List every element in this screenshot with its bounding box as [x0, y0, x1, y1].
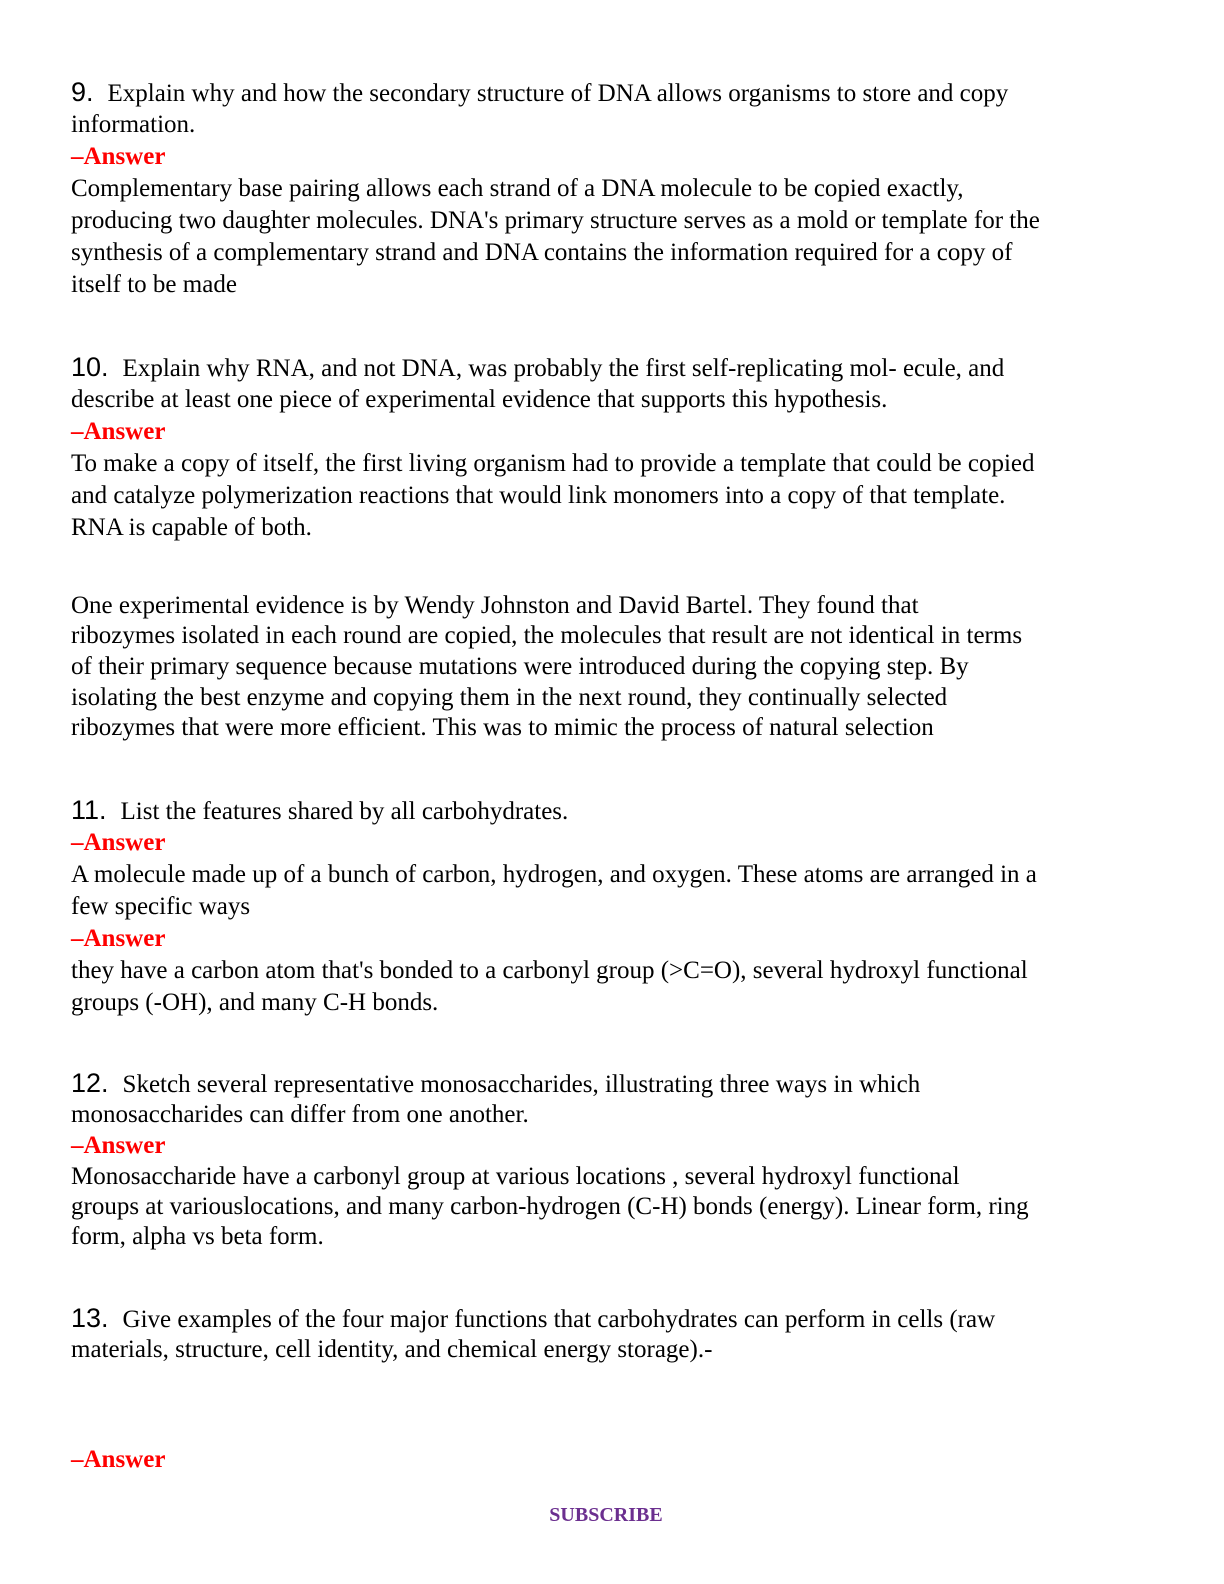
question-number: 10.	[71, 352, 109, 382]
evidence-paragraph-line: ribozymes that were more efficient. This was to mimic the process of natural selection	[71, 714, 934, 741]
question-number: 9.	[71, 77, 94, 107]
subscribe-link[interactable]: SUBSCRIBE	[549, 1504, 663, 1526]
evidence-paragraph-line: ribozymes isolated in each round are copied, the molecules that result are not identical in terms	[71, 622, 1023, 649]
question-12-line-2: monosaccharides can differ from one another.	[71, 1101, 529, 1128]
question-13-line-1: 13. Give examples of the four major functions that carbohydrates can perform in cells (raw	[71, 1303, 996, 1333]
answer-label: –Answer	[71, 1446, 166, 1473]
answer-text-line: itself to be made	[71, 271, 237, 298]
answer-label: –Answer	[71, 143, 166, 170]
answer-text-line: RNA is capable of both.	[71, 514, 312, 541]
question-10-line-2: describe at least one piece of experimental evidence that supports this hypothesis.	[71, 386, 888, 413]
answer-text-line: To make a copy of itself, the first living organism had to provide a template that could be copied	[71, 450, 1035, 477]
evidence-paragraph-line: One experimental evidence is by Wendy Johnston and David Bartel. They found that	[71, 592, 919, 619]
question-9-line-1: 9. Explain why and how the secondary structure of DNA allows organisms to store and copy	[71, 77, 1009, 107]
answer-text-line: form, alpha vs beta form.	[71, 1223, 324, 1250]
question-9-line-2: information.	[71, 111, 196, 138]
answer-text-line: they have a carbon atom that's bonded to a carbonyl group (>C=O), several hydroxyl functional	[71, 957, 1028, 984]
answer-text-line: producing two daughter molecules. DNA's primary structure serves as a mold or template for the	[71, 207, 1040, 234]
evidence-paragraph-line: of their primary sequence because mutations were introduced during the copying step. By	[71, 653, 969, 680]
answer-text-line: groups (-OH), and many C-H bonds.	[71, 989, 439, 1016]
answer-text-line: groups at variouslocations, and many carbon-hydrogen (C-H) bonds (energy). Linear form, ring	[71, 1193, 1029, 1220]
answer-text-line: and catalyze polymerization reactions that would link monomers into a copy of that template.	[71, 482, 1006, 509]
answer-text-line: Monosaccharide have a carbonyl group at various locations , several hydroxyl functional	[71, 1163, 960, 1190]
answer-label: –Answer	[71, 418, 166, 445]
question-10-line-1: 10. Explain why RNA, and not DNA, was probably the first self-replicating mol- ecule, and	[71, 352, 1005, 382]
question-number: 12.	[71, 1068, 109, 1098]
question-number: 11.	[71, 795, 107, 825]
answer-label: –Answer	[71, 829, 166, 856]
answer-text-line: synthesis of a complementary strand and DNA contains the information required for a copy of	[71, 239, 1013, 266]
evidence-paragraph-line: isolating the best enzyme and copying them in the next round, they continually selected	[71, 684, 948, 711]
answer-label: –Answer	[71, 1132, 166, 1159]
question-number: 13.	[71, 1303, 109, 1333]
answer-text-line: A molecule made up of a bunch of carbon, hydrogen, and oxygen. These atoms are arranged in a	[71, 861, 1037, 888]
question-12-line-1: 12. Sketch several representative monosaccharides, illustrating three ways in which	[71, 1068, 921, 1098]
answer-text-line: Complementary base pairing allows each strand of a DNA molecule to be copied exactly,	[71, 175, 964, 202]
question-13-line-2: materials, structure, cell identity, and chemical energy storage).-	[71, 1336, 713, 1363]
answer-text-line: few specific ways	[71, 893, 251, 920]
answer-label: –Answer	[71, 925, 166, 952]
question-11-line-1: 11. List the features shared by all carbohydrates.	[71, 795, 569, 825]
